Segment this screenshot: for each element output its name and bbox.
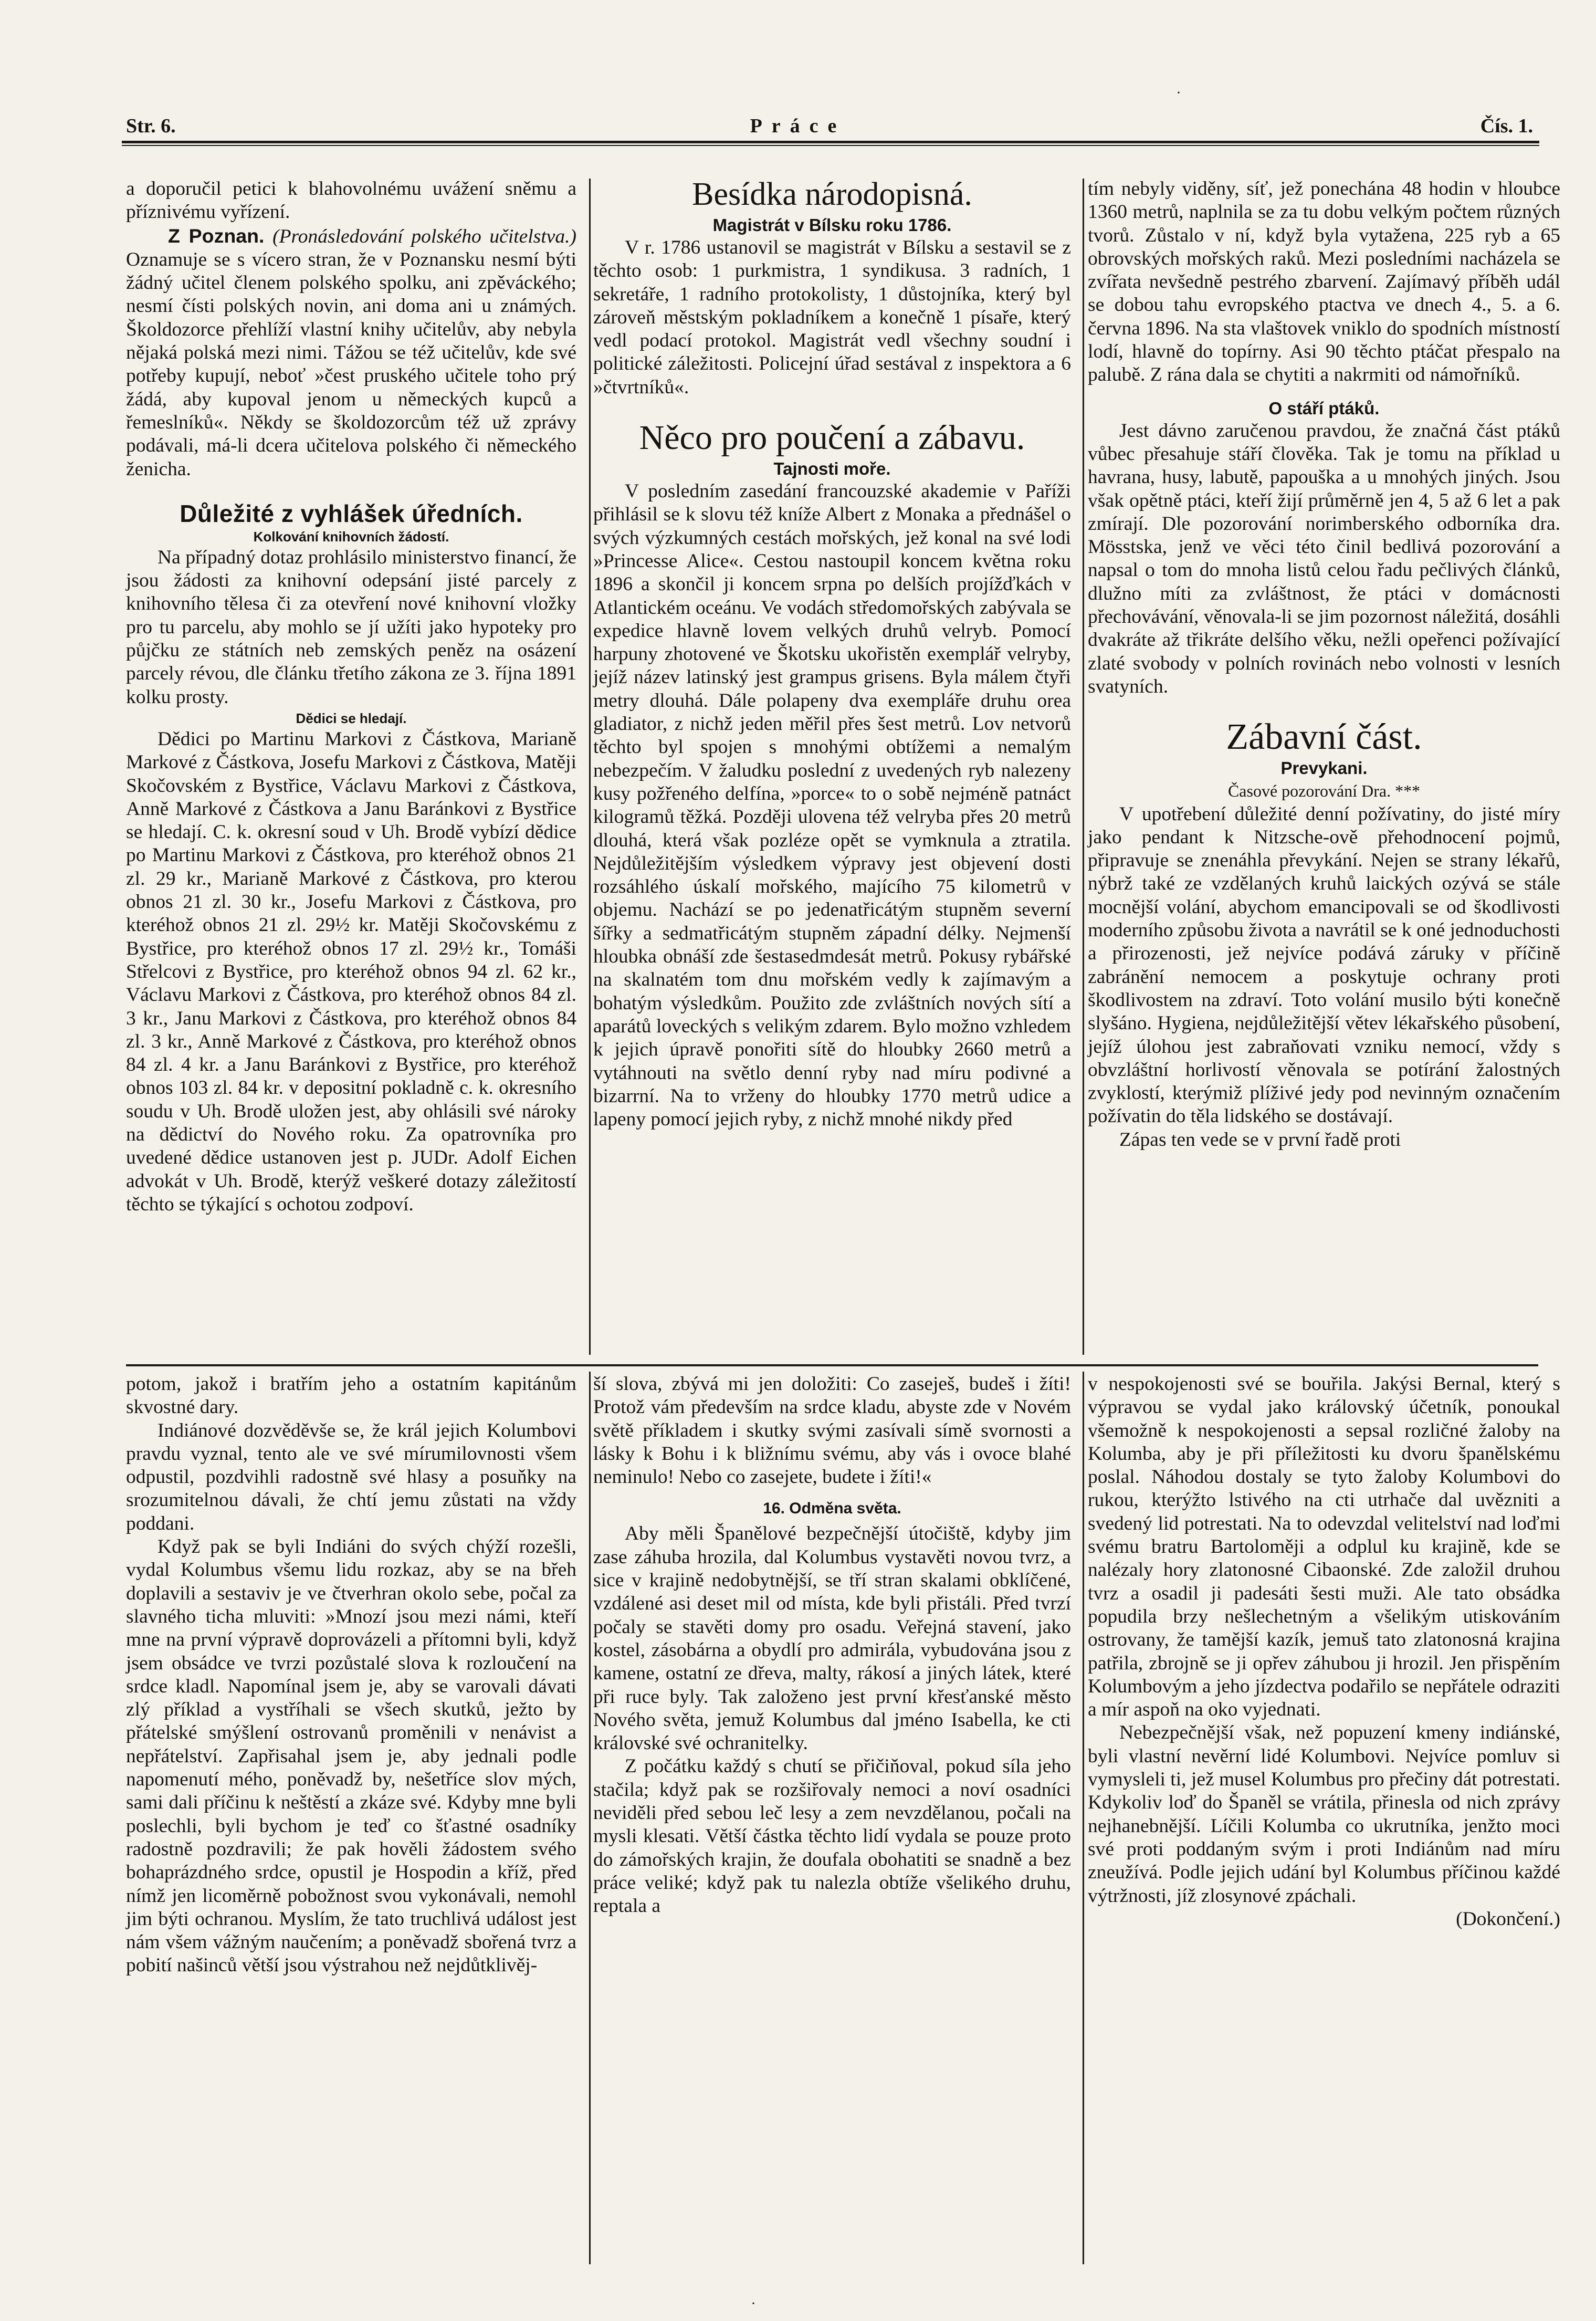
paragraph: V r. 1786 ustanovil se magistrát v Bílsku a sestavil se z těchto osob: 1 purkmistra, 1 syndikusa. 3 radních, 1 sekretáře, 1 radního protokolisty, 1 důstojníka, který byl zároveň městským pokladníkem a konečně 1 písaře, který vedl podací protokol. Magistrát vedl všechny soudní i politické záležitosti. Policejní úřad sestával z inspektora a 6 »čtvrtníků«. xyxy=(593,237,1071,398)
article-heading: Dědici se hledají. xyxy=(296,710,407,726)
paragraph: v nespokojenosti své se bouřila. Jakýsi Bernal, který s výpravou se vydal jako královský účetník, ponoukal všemožně k nespokojenosti a sepsal rozličné žaloby na Kolumba, aby je při příležitosti ku dvoru španělskému poslal. Náhodou dostaly se tyto žaloby Kolumbovi do rukou, kterýžto lstivého na cti utrhače dal uvězniti a svedený lid potrestati. Na to odevzdal velitelství nad loďmi svému bratru Bartoloměji a odplul ku krajině, kde se nalézaly hory zlatonosné Cibaonské. Zde založil druhou tvrz a osadil ji padesáti šesti muži. Ale tato obsádka popudila brzy nešlechetným a všelikým utiskováním ostrovany, že tamější kazík, jemuš tato zlatonosná krajina patřila, zbrojně se ji opřev záhubou ji hrozil. Jen přispěním Kolumbovým a jeho jízdectva podařilo se nepřátele odraziti a mír aspoň na oko vyjednati. xyxy=(1088,1373,1560,1721)
continuation-note: (Dokončení.) xyxy=(1456,1908,1560,1930)
section-rule xyxy=(126,1364,1538,1366)
article-poznan xyxy=(126,224,576,481)
paragraph: V posledním zasedání francouzské akademie v Paříži přihlásil se k slovu též kníže Albert z Monaka a přednášel o svých výzkumných cestách mořských, jež konal na své lodi »Princesse Alice«. Cestou nastoupil koncem května roku 1896 a skončil ji koncem srpna po delších projížďkách v Atlantickém oceánu. Ve vodách středomořských zabývala se expedice hlavně lovem velkých druhů velryb. Pomocí harpuny zhotovené ve Škotsku ukořistěn exemplář velryby, jejíž název latinský jest grampus grisens. Byla málem čtyři metry dlouhá. Dále polapeny dva exempláře druhu orea gladiator, z nichž jeden měřil přes šest metrů. Lov netvorů těchto byl spojen s mnohými obtížemi a nemalým nebezpečím. V žaludku poslední z uvedených ryb nalezeny kusy požřeného delfína, »porce« to o sobě nejméně patnáct kilogramů těžká. Později ulovena též velryba přes 20 metrů dlouhá, která však pozléze opět se vymknula a ztratila. Nejdůležitějším výsledkem výpravy jest objevení dosti rozsáhlého úskalí mořského, majícího 75 kilometrů v objemu. Nachází se po jedenatřicátým stupněm severní šířky a sedmatřicátým stupněm západní délky. Nejmenší hloubka obnáší zde šestasedmdesát metrů. Pokusy rybářské na skalnatém tom dnu mořském vedly k zajímavým a bohatým výsledkům. Použito zde zvláštních nových sítí a aparátů loveckých s velikým zdarem. Bylo možno vzhledem k jejich úpravě ponořiti sítě do hloubky 2660 metrů a vytáhnouti na světlo denní ryby nad míru podivné a bizarrní. Na to vrženy do hloubky 1770 metrů udice a lapeny pomocí jejich ryby, z nichž mnohé nikdy před xyxy=(593,480,1071,1131)
column-rule xyxy=(1083,179,1084,1355)
masthead-title: Práce xyxy=(750,115,846,137)
paragraph: Indiánové dozvěděvše se, že král jejich Kolumbovi pravdu vyznal, tento ale ve své mírumilovnosti všem odpustil, pozdvihli radostně své hlasy a posuňky na srozumitelnou dávali, že chtí jemu zůstati na vždy poddani. xyxy=(126,1419,576,1534)
paragraph: Oznamuje se s vícero stran, že v Poznansku nesmí býti žádný učitel členem polského spolku, ani zpěváckého; nesmí čísti polských novin, ani doma ani u známých. Školdozorce přehlíží vlastní knihy učitelův, aby nebyla nějaká polská mezi nimi. Tážou se též učitelův, kde své potřeby kupují, neboť »čest pruského učitele toho prý žádá, aby kupoval jenom u německých kupců a řemeslníků«. Někdy se školdozorcům též už zprávy podávali, má-li dcera učitelova polského či německého ženicha. xyxy=(126,248,576,480)
section-title: Něco pro poučení a zábavu. xyxy=(639,419,1025,457)
paragraph: V upotřebení důležité denní požívatiny, do jisté míry jako pendant k Nitzsche-ově přehodnocení pojmů, připravuje se znenáhla převykání. Nejen se strany lékařů, nýbrž také ze vzdělaných kruhů laických ozývá se stále mocnější volání, abychom emancipovali se od škodlivosti moderního způsobu života a navrátil se k oné jednoduchosti a přirozenosti, jež nejvíce podává záruky v příčině zabránění nemocem a poskytuje ochrany proti škodlivostem na zdraví. Toto volání musilo býti konečně slyšáno. Hygiena, nejdůležitější větev lékařského působení, jejíž úlohou jest zabraňovati vzniku nemocí, vždy s obvzláštní horlivostí věnovala se potírání žalostných zvyklostí, kterýmiž plíživé jedy pod nevinným označením požívatin do těla lidského se dostávají. xyxy=(1088,803,1560,1127)
paragraph: Zápas ten vede se v první řadě proti xyxy=(1119,1128,1401,1151)
article-heading: Tajnosti moře. xyxy=(773,459,891,479)
article-heading: Kolkování knihovních žádostí. xyxy=(253,528,449,545)
issue-number: Čís. 1. xyxy=(1480,115,1533,137)
paragraph: Aby měli Španělové bezpečnější útočiště, kdyby jim zase záhuba hrozila, dal Kolumbus vystavěti novou tvrz, a sice v krajině nedobytnější, se tří stran skalami obklíčené, vzdálené asi deset mil od místa, kde byli přistáli. Před tvrzí počaly se stavěti domy pro osadu. Veřejná stavení, jako kostel, zásobárna a obydlí pro admirála, vybudována jsou z kamene, ostatní ze dřeva, malty, rákosí a jiných látek, které při ruce byly. Tak založeno jest první křesťanské město Nového světa, jemuž Kolumbus dal jméno Isabella, ke cti královské své ochranitelky. xyxy=(593,1523,1071,1754)
chapter-heading: 16. Odměna světa. xyxy=(763,1500,901,1518)
paragraph: Když pak se byli Indiáni do svých chýží rozešli, vydal Kolumbus všemu lidu rozkaz, aby se na břeh doplavili a sestaviv je ve čtverhran okolo sebe, počal za slavného ticha mluviti: »Mnozí jsou mezi námi, kteří mne na první výpravě doprovázeli a přítomni byli, když jsem obsádce ve tvrzi pozůstalé slova k rozloučení na srdce kladl. Napomínal jsem je, aby se varovali dávati zlý příklad a vystříhali se všech skutků, ježto by přátelské smýšlení ostrovanů proměnili v nenávist a nepřátelství. Zapřisahal jsem je, aby jednali podle napomenutí mého, poněvadž by, nešetříce slov mých, sami dali příčinu k neštěstí a zkáze své. Kdyby mne byli poslechli, byli bychom je teď co šťastné osadníky radostně pozdravili; že pak hověli žádostem svého bohaprázdného srdce, opustil je Hospodin a kříž, před nímž jen licoměrně pobožnost svou vykonávali, nemohl jim býti ochranou. Myslím, že tato truchlivá událost jest nám všem vážným naučením; a poněvadž sbořená tvrz a pobití našinců větší jsou výstrahou než nejdůtklivěj- xyxy=(126,1536,576,1977)
header-rule xyxy=(122,141,1539,143)
paragraph: potom, jakož i bratřím jeho a ostatním kapitánům skvostné dary. xyxy=(126,1373,576,1418)
paragraph: Na případný dotaz prohlásilo ministerstvo financí, že jsou žádosti za knihovní odepsání jisté parcely z knihovního tělesa či za otevření nové knihovní vložky pro tu parcelu, aby mohlo se jí užíti jako hypoteky pro půjčku ze státních neb zemských peněz na osázení parcely révou, dle článku třetího zákona ze 3. října 1891 kolku prosty. xyxy=(126,546,576,708)
article-heading: Z Poznan. xyxy=(168,224,265,247)
column-rule xyxy=(589,179,591,1355)
section-title: Důležité z vyhlášek úředních. xyxy=(180,499,523,527)
paragraph: ší slova, zbývá mi jen doložiti: Co zaseješ, budeš i žíti! Protož vám především na srdce kladu, abyste zde v Novém světě příkladem i skutky svými zasívali símě svornosti a lásky k Bohu i k bližnímu svému, aby vás i ovoce blahé neminulo! Nebo co zasejete, budete i žíti!« xyxy=(593,1373,1071,1488)
article-heading: O stáří ptáků. xyxy=(1268,398,1380,418)
column-2 xyxy=(593,174,1071,1131)
paragraph: a doporučil petici k blahovolnému uvážení sněmu a příznivému vyřízení. xyxy=(126,178,576,223)
section-title: Besídka národopisná. xyxy=(692,176,972,212)
story-column-1 xyxy=(126,1373,576,1978)
print-speck: · xyxy=(751,2295,756,2312)
paragraph: tím nebyly viděny, síť, jež ponechána 48 hodin v hloubce 1360 metrů, naplnila se za tu dobu velkým počtem různých tvorů. Zůstalo v ní, když byla vytažena, 225 ryb a 65 obrovských mořských raků. Mezi posledními nacházela se zvířata nevšedně pestrého zbarvení. Zajímavý příběh udál se dobou tahu evropského ptactva ve dnech 4., 5. a 6. června 1896. Na sta vlaštovek vniklo do spodních místností lodí, hlavně do topírny. Asi 90 těchto ptáčat přespalo na palubě. Z rána dala se chytiti a nakrmiti od námořníků. xyxy=(1088,178,1560,386)
column-1 xyxy=(126,177,576,1216)
column-rule xyxy=(1083,1372,1084,2264)
page-number: Str. 6. xyxy=(126,115,176,137)
paragraph: Dědici po Martinu Markovi z Částkova, Marianě Markové z Částkova, Josefu Markovi z Částkova, Matěji Skočovském z Bystřice, Václavu Markovi z Částkova, Anně Markové z Částkova a Janu Baránkovi z Bystřice se hledají. C. k. okresní soud v Uh. Brodě vybízí dědice po Martinu Markovi z Částkova, pro kteréhož obnos 21 zl. 29 kr., Marianě Markové z Částkova, pro kterou obnos 21 zl. 30 kr., Josefu Markovi z Částkova, pro kteréhož obnos 21 zl. 29½ kr. Matěji Skočovskému z Bystřice, pro kteréhož obnos 17 zl. 29½ kr., Tomáši Střelcovi z Bystřice, pro kteréhož obnos 94 zl. 62 kr., Václavu Markovi z Částkova, pro kteréhož obnos 84 zl. 3 kr., Janu Markovi z Částkova, pro kteréhož obnos 84 zl. 3 kr., Anně Markové z Částkova, pro kteréhož obnos 84 zl. 4 kr. a Janu Baránkovi z Bystřice, pro kteréhož obnos 103 zl. 84 kr. v depositní pokladně c. k. okresního soudu v Uh. Brodě uložen jest, aby ohlásili své nároky na dědictví do Nového roku. Za opatrovníka pro uvedené dědice ustanoven jest p. JUDr. Adolf Eichen advokát v Uh. Brodě, kterýž veškeré dotazy záležitostí těchto se týkající s ochotou zodpoví. xyxy=(126,728,576,1215)
article-subheading: Časové pozorování Dra. *** xyxy=(1227,781,1421,801)
article-subheading: (Pronásledování polského učitelstva.) xyxy=(272,225,576,247)
column-3 xyxy=(1088,177,1560,1152)
header-rule-thin xyxy=(122,145,1539,146)
paragraph: Nebezpečnější však, než popuzení kmeny indiánské, byli vlastní nevěrní lidé Kolumbovi. Nejvíce pomluv si vymysleli ti, jež musel Kolumbus pro přečiny dát potrestati. Kdykoliv loď do Španěl se vrátila, přinesla od nich zprávy nejhanebnější. Líčili Kolumba co ukrutníka, jenžto moci své proti poddaným svým i proti Indiánům nad míru zneužívá. Podle jejich udání byl Kolumbus příčinou každé výtržnosti, jíž zlosynové zpáchali. xyxy=(1088,1722,1560,1907)
story-column-3 xyxy=(1088,1373,1560,1931)
paragraph: Z počátku každý s chutí se přičiňoval, pokud síla jeho stačila; když pak se rozšiřovaly nemoci a noví osadníci neviděli před sebou leč lesy a zem nevzdělanou, počali na mysli klesati. Větší částka těchto lidí vydala se pouze proto do zámořských krajin, že doufala obohatiti se snadně a bez práce veliké; když pak tu nalezla obtíže všelikého druhu, reptala a xyxy=(593,1755,1071,1917)
section-title: Zábavní část. xyxy=(1226,717,1422,758)
story-column-2 xyxy=(593,1373,1071,1918)
print-speck: · xyxy=(1176,84,1181,101)
article-heading: Magistrát v Bílsku roku 1786. xyxy=(712,215,952,235)
paragraph: Jest dávno zaručenou pravdou, že značná část ptáků vůbec přesahuje stáří člověka. Tak je tomu na příklad u havrana, husy, labutě, papouška a u mnohých jiných. Jsou však opětně ptáci, kteří žijí průměrně jen 4, 5 až 6 let a pak zmírají. Dle pozorování norimberského odborníka dra. Mösstska, jenž ve věci této činil bedlivá pozorování a napsal o tom do mnoha listů celou řadu pečlivých článků, dlužno míti za zvláštnost, že ptáci v domácnosti přechovávání, věnovala-li se jim pozornost náležitá, dosáhli dvakráte až třikráte delšího věku, nežli opeřenci požívající zlaté svobody v polních rovinách nebo volnosti v lesních svatyních. xyxy=(1088,420,1560,697)
article-heading: Prevykani. xyxy=(1280,758,1368,778)
column-rule xyxy=(589,1372,591,2264)
